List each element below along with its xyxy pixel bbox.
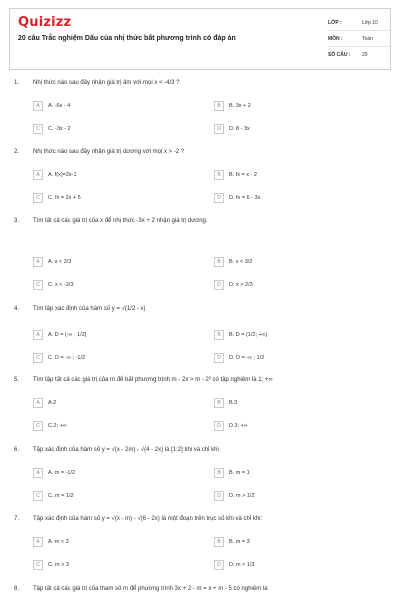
option-letter-box[interactable]: B: [214, 257, 224, 267]
answer-option-a[interactable]: [33, 330, 203, 340]
option-letter-box[interactable]: A: [33, 170, 43, 180]
option-text: B. x < 3/2: [229, 259, 253, 265]
option-text: A. D = (-∞ ; 1/2]: [48, 332, 87, 338]
question-text: Nhị thức nào sau đây nhận giá trị dương với mọi x > -2 ?: [33, 149, 185, 155]
option-text: B. m = 1: [229, 470, 250, 476]
option-text: A. -6x - 4: [48, 103, 71, 109]
option-letter-box[interactable]: A: [33, 101, 43, 111]
answer-option-b[interactable]: [214, 398, 384, 408]
option-text: D.3; +∞: [229, 423, 248, 429]
answer-option-a[interactable]: [33, 537, 203, 547]
option-letter-box[interactable]: B: [214, 101, 224, 111]
option-letter-box[interactable]: A: [33, 257, 43, 267]
option-letter-box[interactable]: A: [33, 537, 43, 547]
meta-row-class: [328, 15, 390, 31]
option-text: B. fx = x - 2: [229, 172, 257, 178]
question-number: 7.: [14, 516, 20, 522]
option-letter-box[interactable]: D: [214, 491, 224, 501]
option-letter-box[interactable]: A: [33, 468, 43, 478]
option-letter-box[interactable]: D: [214, 560, 224, 570]
option-letter-box[interactable]: B: [214, 330, 224, 340]
answer-option-a[interactable]: [33, 398, 203, 408]
option-text: B. 3x + 2: [229, 103, 251, 109]
question-number: 4.: [14, 306, 20, 312]
answer-option-a[interactable]: [33, 170, 203, 180]
option-text: C.2; +∞: [48, 423, 67, 429]
option-text: C. D = -∞ ; -1/2: [48, 355, 86, 361]
answer-option-b[interactable]: [214, 537, 384, 547]
option-letter-box[interactable]: B: [214, 537, 224, 547]
meta-label: MÔN :: [328, 36, 343, 42]
option-text: D. x > 2/3: [229, 282, 253, 288]
option-text: C. -3x - 2: [48, 126, 71, 132]
option-letter-box[interactable]: C: [33, 193, 43, 203]
document-title: 20 câu Trắc nghiệm Dấu của nhị thức bất phương trình có đáp án: [18, 35, 236, 42]
option-text: D. m < 1/3: [229, 562, 255, 568]
meta-label: SỐ CÂU :: [328, 52, 351, 58]
meta-row-count: [328, 47, 390, 63]
option-text: D. 8 - 3x: [229, 126, 250, 132]
question-number: 6.: [14, 447, 20, 453]
question-text: Tìm tập tất cả các giá trị của m để bất phương trình m - 2x > m - 2² có tập nghiệm là 1; +∞: [33, 377, 273, 383]
option-text: A. m = -1/2: [48, 470, 76, 476]
option-letter-box[interactable]: C: [33, 560, 43, 570]
answer-option-a[interactable]: [33, 257, 203, 267]
option-letter-box[interactable]: D: [214, 280, 224, 290]
answer-option-a[interactable]: [33, 101, 203, 111]
option-letter-box[interactable]: D: [214, 353, 224, 363]
option-text: C. fx = 2x + 5: [48, 195, 81, 201]
option-letter-box[interactable]: A: [33, 330, 43, 340]
question-text: Tập xác định của hàm số y = √(x - 2m) - √(4 - 2x) là [1;2] khi và chỉ khi: [33, 447, 219, 453]
question-number: 1.: [14, 80, 20, 86]
question-number: 5.: [14, 377, 20, 383]
quizizz-logo: Quizizz: [18, 15, 72, 30]
option-letter-box[interactable]: B: [214, 398, 224, 408]
answer-option-c[interactable]: [33, 353, 203, 363]
option-letter-box[interactable]: D: [214, 193, 224, 203]
option-text: A. f(x)=2x-1: [48, 172, 77, 178]
answer-option-d[interactable]: [214, 491, 384, 501]
option-letter-box[interactable]: C: [33, 491, 43, 501]
option-text: B.3: [229, 400, 238, 406]
question-text: Tìm tập xác định của hàm số y = √(1/2 - x): [33, 306, 146, 312]
question-number: 3.: [14, 218, 20, 224]
option-letter-box[interactable]: A: [33, 398, 43, 408]
option-letter-box[interactable]: B: [214, 468, 224, 478]
question-number: 8.: [14, 586, 20, 592]
option-letter-box[interactable]: C: [33, 280, 43, 290]
answer-option-d[interactable]: [214, 560, 384, 570]
answer-option-d[interactable]: [214, 353, 384, 363]
option-text: A. x < 2/3: [48, 259, 72, 265]
option-text: B. m = 3: [229, 539, 250, 545]
answer-option-d[interactable]: [214, 280, 384, 290]
question-text: Tập xác định của hàm số y = √(x - m) - √(6 - 2x) là một đoạn trên trục số khi và chỉ khi:: [33, 516, 263, 522]
option-text: B. D = (1/2; +∞): [229, 332, 268, 338]
answer-option-b[interactable]: [214, 170, 384, 180]
answer-option-c[interactable]: [33, 193, 203, 203]
meta-row-subject: [328, 31, 390, 47]
option-text: A. m < 3: [48, 539, 69, 545]
option-letter-box[interactable]: B: [214, 170, 224, 180]
option-text: D. m > 1/2: [229, 493, 255, 499]
option-letter-box[interactable]: D: [214, 421, 224, 431]
option-text: C. m > 3: [48, 562, 69, 568]
option-letter-box[interactable]: C: [33, 353, 43, 363]
option-text: A.2: [48, 400, 57, 406]
answer-option-c[interactable]: [33, 280, 203, 290]
answer-option-b[interactable]: [214, 468, 384, 478]
question-text: Tập tất cả các giá trị của tham số m để phương trình 3x + 2 - m = x + m - 5 có nghiệm là: [33, 586, 268, 592]
worksheet-header: [9, 8, 391, 70]
option-letter-box[interactable]: D: [214, 124, 224, 134]
question-text: Nhị thức nào sau đây nhận giá trị âm với mọi x < -4/3 ?: [33, 80, 180, 86]
answer-option-b[interactable]: [214, 101, 384, 111]
option-letter-box[interactable]: C: [33, 421, 43, 431]
option-text: C. x < -2/3: [48, 282, 74, 288]
answer-option-c[interactable]: [33, 491, 203, 501]
option-text: C. m = 1/2: [48, 493, 74, 499]
answer-option-a[interactable]: [33, 468, 203, 478]
answer-option-c[interactable]: [33, 560, 203, 570]
option-letter-box[interactable]: C: [33, 124, 43, 134]
meta-value: 20: [362, 52, 368, 58]
answer-option-c[interactable]: [33, 421, 203, 431]
question-text: Tìm tất cả các giá trị của x để nhị thức -3x + 2 nhận giá trị dương.: [33, 218, 208, 224]
meta-value: Toán: [362, 36, 373, 42]
answer-option-b[interactable]: [214, 257, 384, 267]
meta-info: [328, 15, 390, 63]
answer-option-d[interactable]: [214, 193, 384, 203]
option-text: D. D = -∞ ; 1/2: [229, 355, 265, 361]
meta-label: LỚP :: [328, 20, 342, 26]
question-number: 2.: [14, 149, 20, 155]
option-text: D. fx = 6 - 3x: [229, 195, 261, 201]
answer-option-d[interactable]: [214, 124, 384, 134]
answer-option-c[interactable]: [33, 124, 203, 134]
answer-option-d[interactable]: [214, 421, 384, 431]
answer-option-b[interactable]: [214, 330, 384, 340]
meta-value: Lớp 10: [362, 20, 378, 26]
